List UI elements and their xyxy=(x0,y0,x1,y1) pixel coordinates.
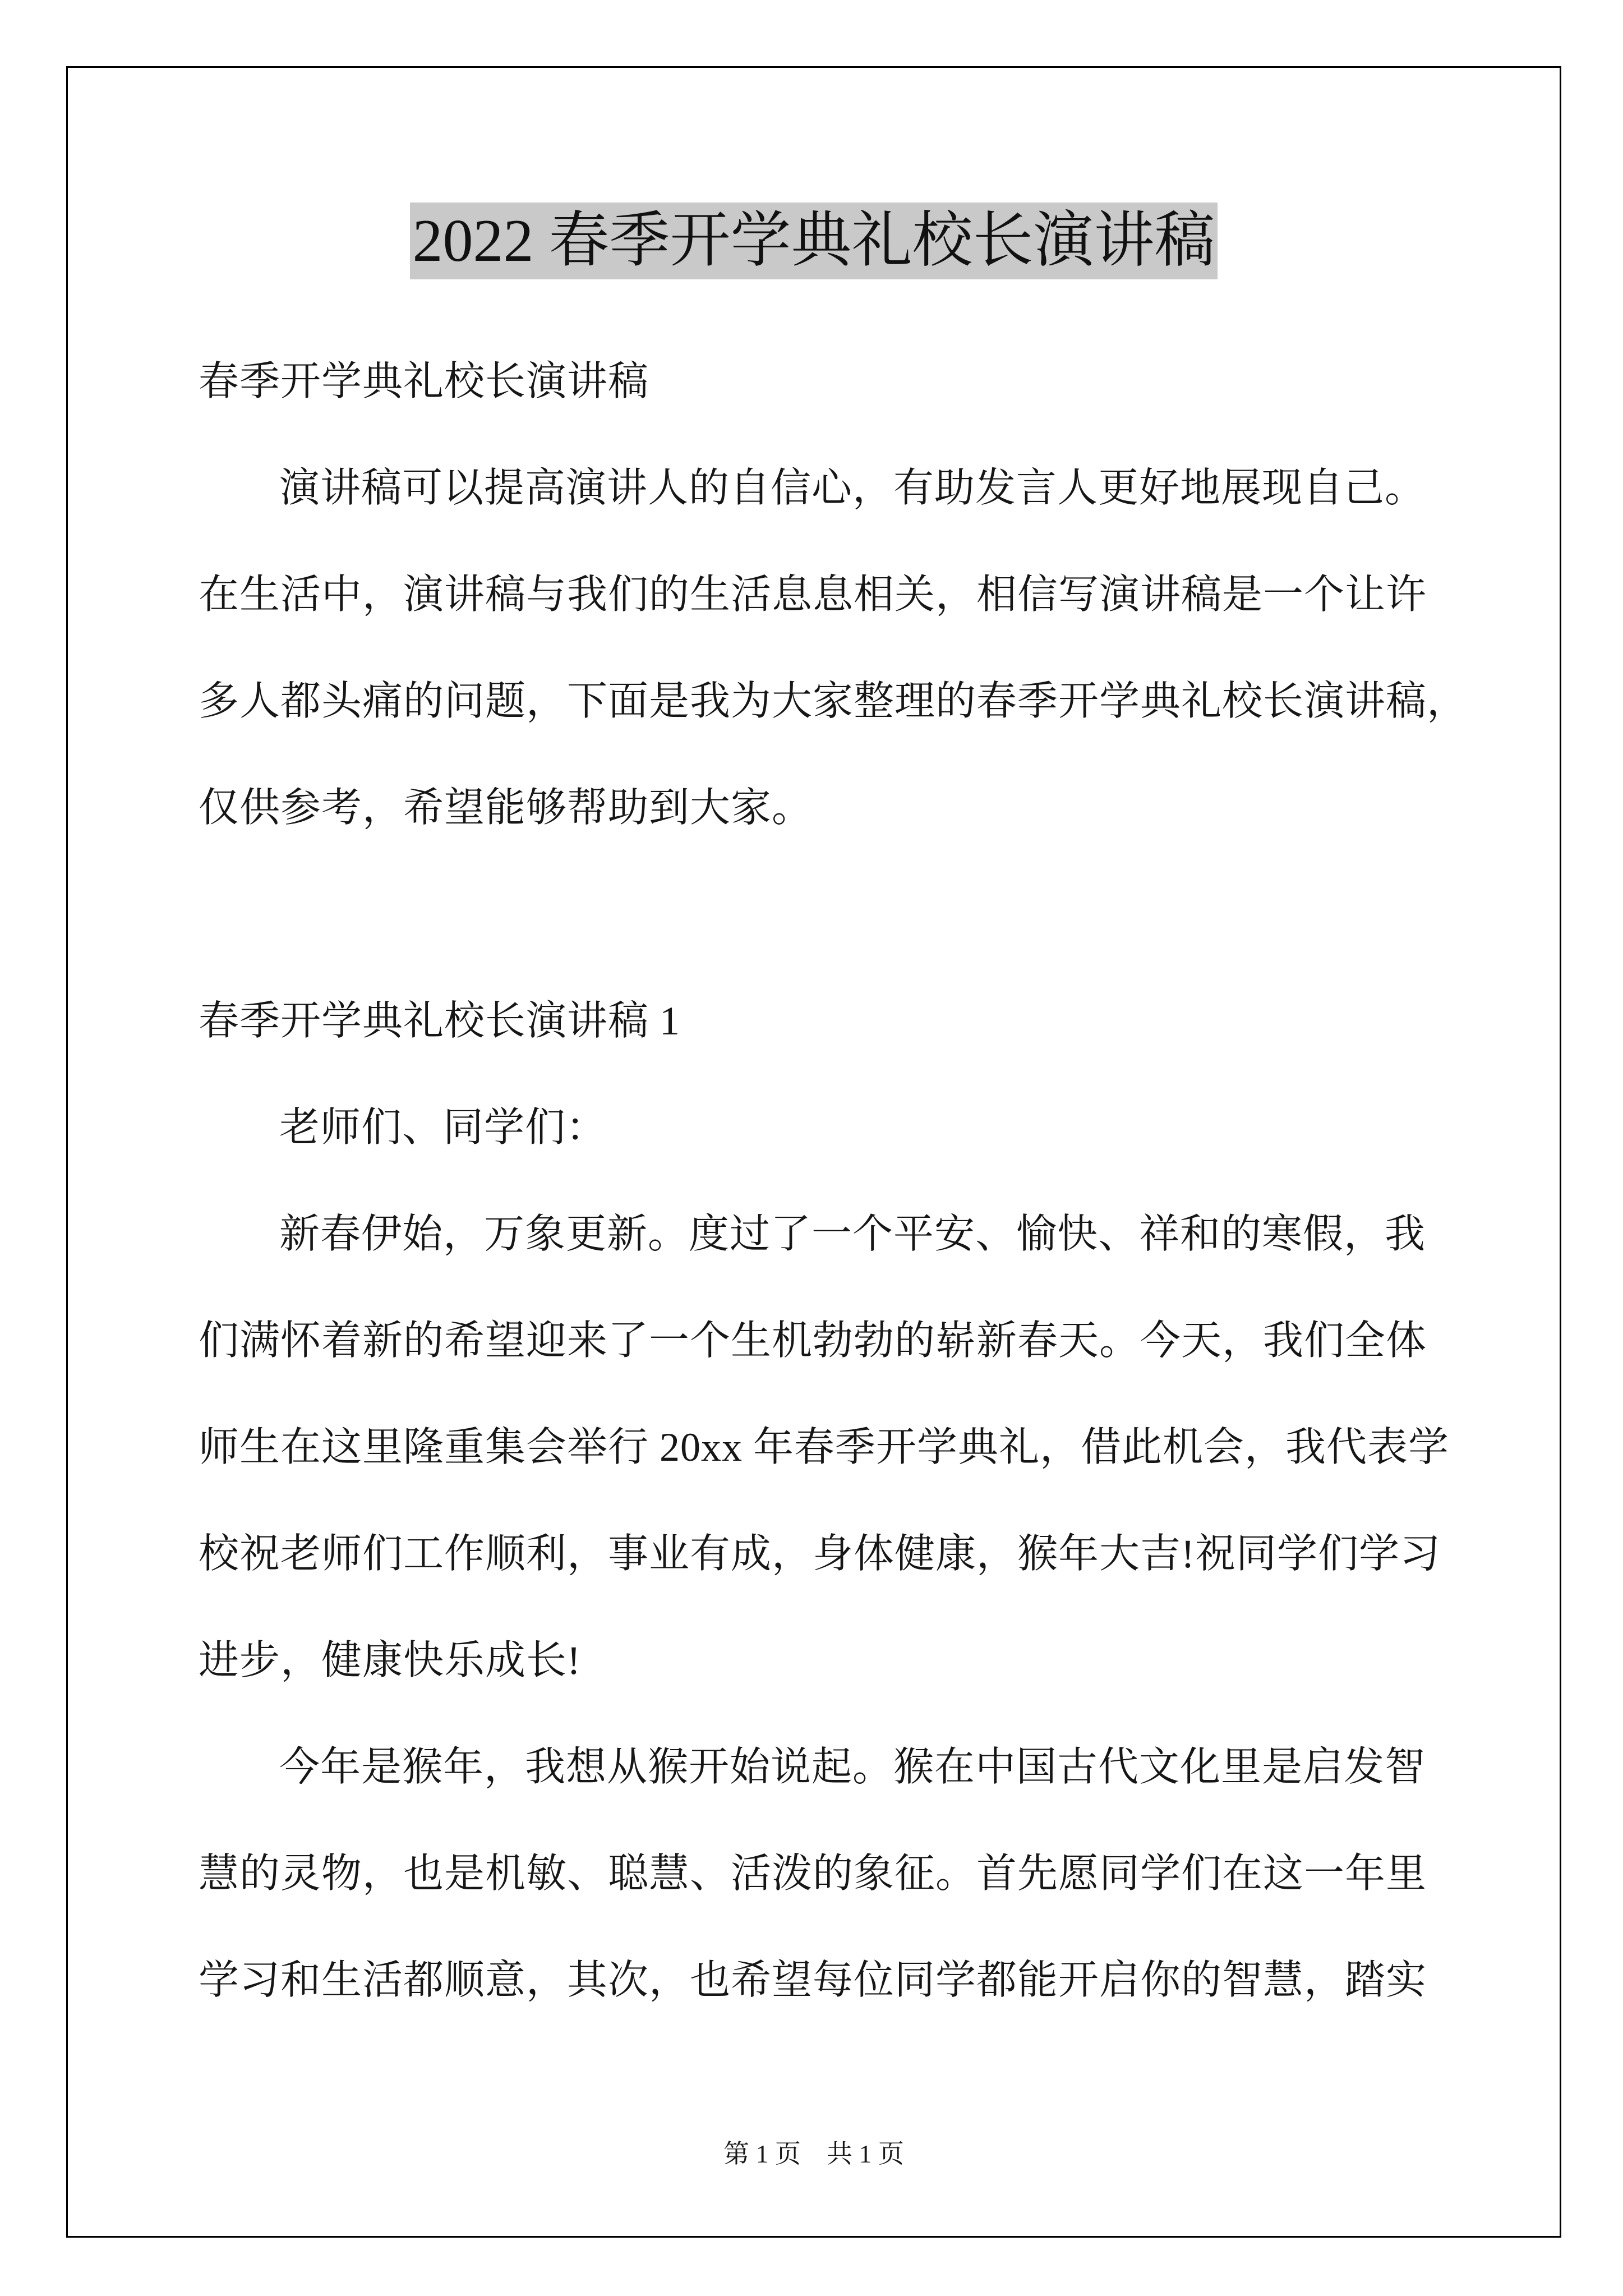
page-footer: 第 1 页 共 1 页 xyxy=(723,2139,904,2168)
paragraph-line: 们满怀着新的希望迎来了一个生机勃勃的崭新春天。今天，我们全体 xyxy=(199,1318,1427,1363)
salutation: 老师们、同学们： xyxy=(279,1105,607,1150)
paragraph-line: 今年是猴年，我想从猴开始说起。猴在中国古代文化里是启发智 xyxy=(279,1745,1426,1789)
intro-line: 在生活中，演讲稿与我们的生活息息相关，相信写演讲稿是一个让许 xyxy=(199,572,1427,617)
document-title: 2022 春季开学典礼校长演讲稿 xyxy=(410,203,1217,279)
paragraph-line: 师生在这里隆重集会举行 20xx 年春季开学典礼，借此机会，我代表学 xyxy=(199,1425,1450,1470)
section-heading: 春季开学典礼校长演讲稿 1 xyxy=(199,999,681,1043)
paragraph-line: 学习和生活都顺意，其次，也希望每位同学都能开启你的智慧，踏实 xyxy=(199,1958,1427,2003)
paragraph-line: 慧的灵物，也是机敏、聪慧、活泼的象征。首先愿同学们在这一年里 xyxy=(199,1851,1427,1896)
paragraph-line: 校祝老师们工作顺利，事业有成，身体健康，猴年大吉!祝同学们学习 xyxy=(199,1531,1441,1576)
document-body xyxy=(199,328,1505,2033)
blank-line xyxy=(199,861,1505,968)
document-heading: 春季开学典礼校长演讲稿 xyxy=(199,359,649,404)
title-row xyxy=(66,203,1561,279)
intro-line: 演讲稿可以提高演讲人的自信心，有助发言人更好地展现自己。 xyxy=(279,466,1426,510)
paragraph-line: 新春伊始，万象更新。度过了一个平安、愉快、祥和的寒假，我 xyxy=(279,1212,1426,1257)
intro-line: 多人都头痛的问题，下面是我为大家整理的春季开学典礼校长演讲稿， xyxy=(199,679,1468,724)
paragraph-line: 进步，健康快乐成长! xyxy=(199,1638,581,1683)
intro-line: 仅供参考，希望能够帮助到大家。 xyxy=(199,785,813,830)
